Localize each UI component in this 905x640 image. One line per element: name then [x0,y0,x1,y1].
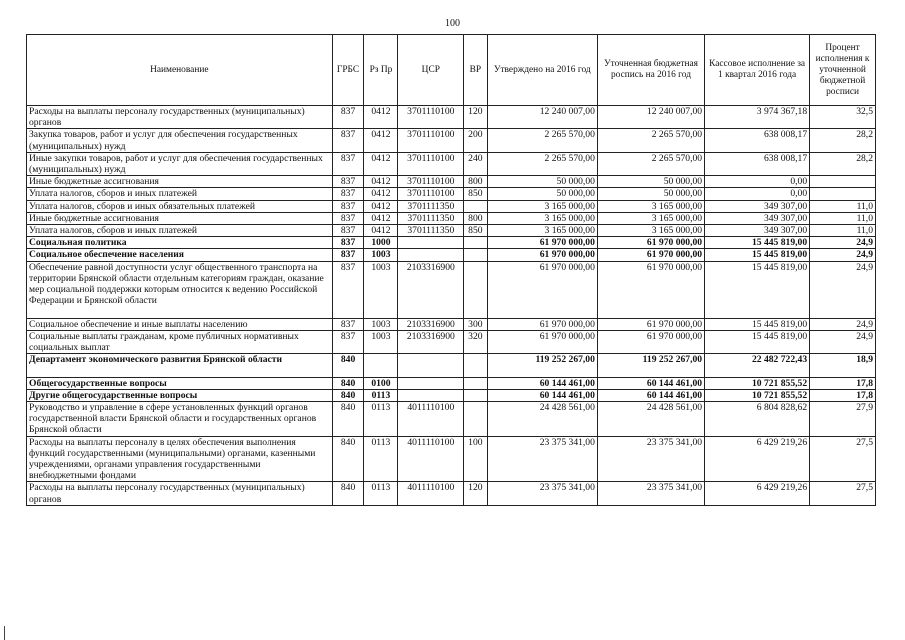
cell-approved: 61 970 000,00 [487,261,597,318]
cell-percent [810,188,876,200]
cell-rz-pr: 1003 [364,318,398,330]
table-row [27,261,876,318]
header-vr: ВР [464,35,487,106]
cell-grbs: 837 [332,106,364,129]
cell-vr: 800 [464,212,487,224]
cell-name: Иные закупки товаров, работ и услуг для обеспечения государственных (муниципальных) нужд [27,152,333,175]
cell-name: Социальные выплаты гражданам, кроме публичных нормативных социальных выплат [27,330,333,353]
cell-approved: 60 144 461,00 [487,389,597,401]
cell-grbs: 840 [332,402,364,437]
table-row [27,436,876,482]
cell-approved: 119 252 267,00 [487,354,597,377]
cell-refined: 61 970 000,00 [597,249,704,261]
cell-approved: 3 165 000,00 [487,212,597,224]
cell-percent: 27,5 [810,482,876,505]
cell-name: Социальное обеспечение населения [27,249,333,261]
cell-refined: 23 375 341,00 [597,482,704,505]
table-row [27,482,876,505]
cell-rz-pr: 1003 [364,261,398,318]
cell-rz-pr: 0412 [364,212,398,224]
cell-refined: 24 428 561,00 [597,402,704,437]
table-row [27,354,876,377]
cell-percent: 24,9 [810,330,876,353]
cell-vr [464,237,487,249]
cell-cash: 6 429 219,26 [705,482,810,505]
cell-csr: 3701111350 [398,225,464,237]
cell-percent: 24,9 [810,318,876,330]
cell-vr: 320 [464,330,487,353]
cell-csr: 3701110100 [398,152,464,175]
cell-refined: 61 970 000,00 [597,330,704,353]
cell-vr: 100 [464,436,487,482]
table-row [27,389,876,401]
header-name: Наименование [27,35,333,106]
page-number: 100 [445,18,460,29]
header-grbs: ГРБС [332,35,364,106]
cell-vr: 120 [464,482,487,505]
cell-name: Уплата налогов, сборов и иных платежей [27,225,333,237]
cell-name: Другие общегосударственные вопросы [27,389,333,401]
cell-rz-pr: 1000 [364,237,398,249]
cell-csr: 3701110100 [398,129,464,152]
cell-refined: 3 165 000,00 [597,212,704,224]
cell-cash: 0,00 [705,188,810,200]
cell-csr: 3701110100 [398,106,464,129]
cell-rz-pr: 0100 [364,377,398,389]
cell-grbs: 837 [332,152,364,175]
cell-refined: 61 970 000,00 [597,237,704,249]
cell-refined: 50 000,00 [597,176,704,188]
cell-percent: 28,2 [810,129,876,152]
cell-percent: 18,9 [810,354,876,377]
cell-name: Расходы на выплаты персоналу в целях обеспечения выполнения функций государственными (муниципальными) органами, казенными учреждениями, органами управления государственными внебюджетными фондами [27,436,333,482]
cell-approved: 50 000,00 [487,176,597,188]
cell-approved: 61 970 000,00 [487,237,597,249]
table-row [27,176,876,188]
cell-approved: 23 375 341,00 [487,482,597,505]
cell-percent: 17,8 [810,389,876,401]
cell-csr [398,377,464,389]
table-row [27,106,876,129]
cell-name: Департамент экономического развития Брянской области [27,354,333,377]
cell-approved: 61 970 000,00 [487,330,597,353]
cell-cash: 22 482 722,43 [705,354,810,377]
cell-cash: 349 307,00 [705,200,810,212]
cell-csr [398,354,464,377]
table-row [27,129,876,152]
cell-cash: 3 974 367,18 [705,106,810,129]
cell-cash: 10 721 855,52 [705,389,810,401]
cell-percent: 28,2 [810,152,876,175]
cell-grbs: 840 [332,377,364,389]
cell-approved: 61 970 000,00 [487,249,597,261]
cell-name: Руководство и управление в сфере установленных функций органов государственной власти Брянской области и государственных органов Брянской области [27,402,333,437]
cell-grbs: 837 [332,261,364,318]
cell-rz-pr: 0412 [364,129,398,152]
cell-vr [464,261,487,318]
cell-percent: 27,9 [810,402,876,437]
cell-cash: 638 008,17 [705,129,810,152]
cell-approved: 2 265 570,00 [487,129,597,152]
cell-vr: 850 [464,188,487,200]
cell-csr [398,249,464,261]
cell-cash: 15 445 819,00 [705,237,810,249]
cell-vr [464,389,487,401]
cell-grbs: 837 [332,330,364,353]
cell-rz-pr: 0412 [364,152,398,175]
cell-rz-pr: 0113 [364,436,398,482]
cell-rz-pr: 0412 [364,225,398,237]
cell-grbs: 840 [332,482,364,505]
cell-refined: 61 970 000,00 [597,318,704,330]
table-row [27,212,876,224]
cell-csr: 2103316900 [398,261,464,318]
cell-approved: 61 970 000,00 [487,318,597,330]
cell-percent: 24,9 [810,261,876,318]
cell-percent: 11,0 [810,225,876,237]
cell-rz-pr: 0113 [364,389,398,401]
table-row [27,318,876,330]
cell-percent [810,176,876,188]
cell-vr: 200 [464,129,487,152]
cell-name: Социальное обеспечение и иные выплаты населению [27,318,333,330]
table-row [27,402,876,437]
cell-vr: 240 [464,152,487,175]
cell-name: Общегосударственные вопросы [27,377,333,389]
cell-grbs: 837 [332,200,364,212]
table-row [27,377,876,389]
cell-cash: 6 429 219,26 [705,436,810,482]
cell-approved: 24 428 561,00 [487,402,597,437]
cell-cash: 0,00 [705,176,810,188]
table-row [27,152,876,175]
cell-grbs: 837 [332,129,364,152]
cell-refined: 60 144 461,00 [597,377,704,389]
cell-cash: 349 307,00 [705,225,810,237]
cell-csr: 4011110100 [398,402,464,437]
cell-name: Расходы на выплаты персоналу государственных (муниципальных) органов [27,482,333,505]
cell-vr [464,402,487,437]
cell-refined: 119 252 267,00 [597,354,704,377]
cell-refined: 50 000,00 [597,188,704,200]
cell-csr: 2103316900 [398,330,464,353]
cell-name: Закупка товаров, работ и услуг для обеспечения государственных (муниципальных) нужд [27,129,333,152]
cell-approved: 2 265 570,00 [487,152,597,175]
budget-table [26,34,876,506]
cell-csr: 4011110100 [398,436,464,482]
cell-rz-pr: 1003 [364,249,398,261]
cell-name: Иные бюджетные ассигнования [27,212,333,224]
cell-refined: 3 165 000,00 [597,225,704,237]
cell-grbs: 837 [332,188,364,200]
cell-percent: 32,5 [810,106,876,129]
cell-refined: 23 375 341,00 [597,436,704,482]
cell-refined: 2 265 570,00 [597,129,704,152]
cell-rz-pr: 0412 [364,176,398,188]
cell-approved: 3 165 000,00 [487,225,597,237]
cell-cash: 15 445 819,00 [705,249,810,261]
table-row [27,188,876,200]
cell-approved: 12 240 007,00 [487,106,597,129]
cell-rz-pr [364,354,398,377]
cell-grbs: 837 [332,212,364,224]
cell-percent: 24,9 [810,237,876,249]
table-row [27,330,876,353]
cell-grbs: 837 [332,176,364,188]
cell-rz-pr: 0113 [364,402,398,437]
cell-name: Расходы на выплаты персоналу государственных (муниципальных) органов [27,106,333,129]
cell-vr [464,200,487,212]
cell-rz-pr: 0412 [364,188,398,200]
cell-name: Социальная политика [27,237,333,249]
scan-edge-mark [4,626,5,640]
cell-rz-pr: 0412 [364,200,398,212]
header-cash: Кассовое исполнение за 1 квартал 2016 года [705,35,810,106]
cell-cash: 349 307,00 [705,212,810,224]
cell-rz-pr: 0113 [364,482,398,505]
cell-grbs: 837 [332,249,364,261]
cell-vr: 300 [464,318,487,330]
cell-grbs: 840 [332,389,364,401]
cell-vr: 850 [464,225,487,237]
cell-csr: 3701110100 [398,188,464,200]
cell-name: Уплата налогов, сборов и иных обязательных платежей [27,200,333,212]
table-row [27,200,876,212]
cell-rz-pr: 0412 [364,106,398,129]
cell-cash: 15 445 819,00 [705,330,810,353]
cell-grbs: 837 [332,237,364,249]
cell-percent: 17,8 [810,377,876,389]
cell-percent: 24,9 [810,249,876,261]
cell-approved: 50 000,00 [487,188,597,200]
cell-csr: 2103316900 [398,318,464,330]
cell-grbs: 837 [332,225,364,237]
cell-approved: 60 144 461,00 [487,377,597,389]
cell-name: Уплата налогов, сборов и иных платежей [27,188,333,200]
table-row [27,237,876,249]
cell-cash: 6 804 828,62 [705,402,810,437]
cell-csr: 4011110100 [398,482,464,505]
cell-percent: 11,0 [810,212,876,224]
cell-vr [464,377,487,389]
header-refined: Уточненная бюджетная роспись на 2016 год [597,35,704,106]
cell-approved: 3 165 000,00 [487,200,597,212]
cell-refined: 12 240 007,00 [597,106,704,129]
cell-cash: 10 721 855,52 [705,377,810,389]
cell-vr: 800 [464,176,487,188]
table-header-row [27,35,876,106]
cell-csr: 3701111350 [398,200,464,212]
cell-refined: 2 265 570,00 [597,152,704,175]
cell-percent: 11,0 [810,200,876,212]
cell-rz-pr: 1003 [364,330,398,353]
cell-csr [398,237,464,249]
cell-vr [464,249,487,261]
cell-approved: 23 375 341,00 [487,436,597,482]
cell-csr [398,389,464,401]
cell-refined: 60 144 461,00 [597,389,704,401]
cell-refined: 3 165 000,00 [597,200,704,212]
cell-name: Иные бюджетные ассигнования [27,176,333,188]
cell-vr: 120 [464,106,487,129]
cell-percent: 27,5 [810,436,876,482]
cell-grbs: 837 [332,318,364,330]
table-body [27,106,876,506]
table-row [27,249,876,261]
header-rz-pr: Рз Пр [364,35,398,106]
header-percent: Процент исполнения к уточненной бюджетной росписи [810,35,876,106]
cell-cash: 15 445 819,00 [705,318,810,330]
header-approved: Утверждено на 2016 год [487,35,597,106]
cell-name: Обеспечение равной доступности услуг общественного транспорта на территории Брянской области отдельным категориям граждан, оказание мер социальной поддержки которым относится к ведению Российской Федерации и Брянской области [27,261,333,318]
cell-cash: 15 445 819,00 [705,261,810,318]
cell-cash: 638 008,17 [705,152,810,175]
cell-grbs: 840 [332,354,364,377]
cell-vr [464,354,487,377]
cell-grbs: 840 [332,436,364,482]
cell-csr: 3701111350 [398,212,464,224]
cell-refined: 61 970 000,00 [597,261,704,318]
header-csr: ЦСР [398,35,464,106]
cell-csr: 3701110100 [398,176,464,188]
table-row [27,225,876,237]
